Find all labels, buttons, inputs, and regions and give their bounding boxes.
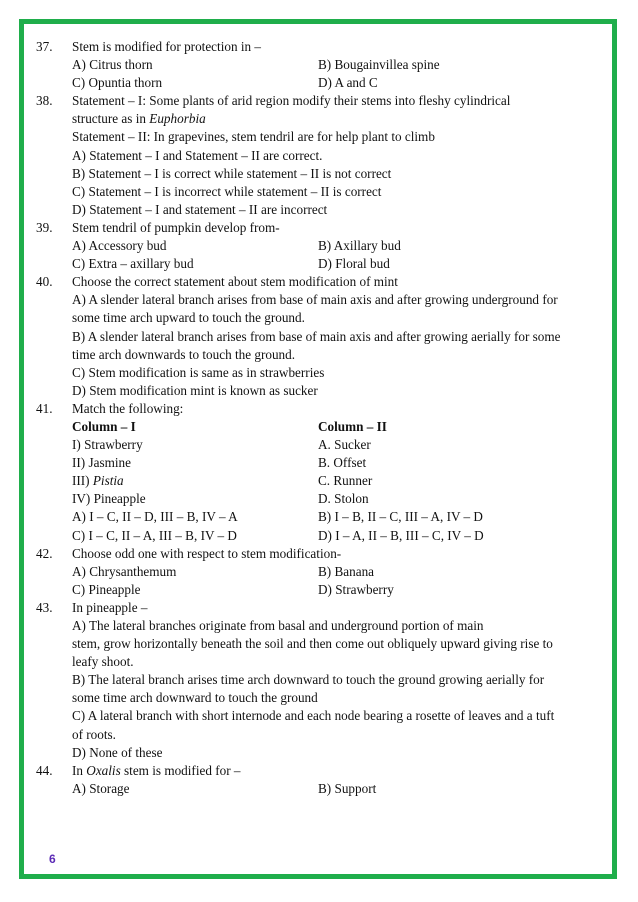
question-number: 39. bbox=[36, 219, 53, 235]
option-b: B) Support bbox=[318, 780, 377, 796]
statement-2: Statement – II: In grapevines, stem tendril are for help plant to climb bbox=[72, 129, 435, 145]
statement-1-line-1: Statement – I: Some plants of arid region modify their stems into fleshy cylindrical bbox=[72, 93, 511, 109]
option-row bbox=[36, 382, 616, 400]
option-a-line-3: leafy shoot. bbox=[72, 654, 134, 670]
option-b: B) Statement – I is correct while statement – II is not correct bbox=[72, 165, 392, 181]
option-c: C) Extra – axillary bud bbox=[72, 256, 194, 272]
match-row bbox=[36, 436, 616, 454]
option-row bbox=[36, 726, 616, 744]
option-a: A) Accessory bud bbox=[72, 238, 167, 254]
option-d: D) Floral bud bbox=[318, 256, 390, 272]
question-number: 37. bbox=[36, 39, 53, 54]
option-b: B) Bougainvillea spine bbox=[318, 57, 440, 73]
option-row bbox=[36, 74, 616, 92]
option-row bbox=[36, 581, 616, 599]
question-43 bbox=[36, 599, 616, 617]
option-row bbox=[36, 744, 616, 762]
option-row bbox=[36, 237, 616, 255]
question-text: Choose odd one with respect to stem modification- bbox=[72, 545, 342, 561]
option-b-line-1: B) The lateral branch arises time arch downward to touch the ground growing aerially for bbox=[72, 672, 545, 688]
match-row bbox=[36, 490, 616, 508]
option-a-line-2: some time arch upward to touch the ground. bbox=[72, 310, 305, 326]
question-text: Choose the correct statement about stem modification of mint bbox=[72, 274, 398, 290]
column-2-item: D. Stolon bbox=[318, 491, 369, 507]
option-c: C) Opuntia thorn bbox=[72, 75, 163, 91]
question-37 bbox=[36, 38, 616, 56]
text-line bbox=[36, 128, 616, 146]
option-a: A) Citrus thorn bbox=[72, 57, 153, 73]
match-row bbox=[36, 472, 616, 490]
option-row bbox=[36, 780, 616, 798]
option-row bbox=[36, 201, 616, 219]
option-a: A) Statement – I and Statement – II are correct. bbox=[72, 147, 323, 163]
option-row bbox=[36, 328, 616, 346]
column-1-item: II) Jasmine bbox=[72, 455, 131, 471]
option-row bbox=[36, 671, 616, 689]
italic-term: Euphorbia bbox=[149, 111, 206, 127]
option-a: A) I – C, II – D, III – B, IV – A bbox=[72, 509, 238, 525]
question-number: 43. bbox=[36, 599, 53, 615]
option-row bbox=[36, 653, 616, 671]
option-a: A) Storage bbox=[72, 780, 130, 796]
question-text: In pineapple – bbox=[72, 599, 148, 615]
option-row bbox=[36, 165, 616, 183]
question-number: 40. bbox=[36, 274, 53, 290]
question-text: Stem tendril of pumpkin develop from- bbox=[72, 219, 280, 235]
question-text: Match the following: bbox=[72, 400, 184, 416]
text-line bbox=[36, 110, 616, 128]
option-row bbox=[36, 617, 616, 635]
italic-term: Pistia bbox=[92, 473, 124, 489]
question-42 bbox=[36, 545, 616, 563]
option-b-line-2: some time arch downward to touch the ground bbox=[72, 690, 318, 706]
option-b-line-1: B) A slender lateral branch arises from base of main axis and after growing aerially for some bbox=[72, 328, 561, 344]
option-row bbox=[36, 183, 616, 201]
option-d: D) Stem modification mint is known as sucker bbox=[72, 382, 318, 398]
column-1-item: III) Pistia bbox=[72, 473, 124, 489]
column-2-item: A. Sucker bbox=[318, 437, 371, 453]
column-1-header: Column – I bbox=[72, 418, 136, 434]
question-number: 44. bbox=[36, 762, 53, 778]
option-a-line-1: A) The lateral branches originate from basal and underground portion of main bbox=[72, 618, 484, 633]
option-d: D) Strawberry bbox=[318, 581, 394, 597]
question-text: In Oxalis stem is modified for – bbox=[72, 762, 241, 778]
option-c-line-1: C) A lateral branch with short internode and each node bearing a rosette of leaves and a tuft bbox=[72, 708, 555, 724]
italic-term: Oxalis bbox=[86, 762, 121, 778]
option-row bbox=[36, 364, 616, 382]
option-row bbox=[36, 346, 616, 364]
option-c: C) I – C, II – A, III – B, IV – D bbox=[72, 527, 237, 543]
column-2-item: B. Offset bbox=[318, 455, 367, 471]
option-a-line-2: stem, grow horizontally beneath the soil and then come out obliquely upward giving rise to bbox=[72, 636, 553, 652]
page-number: 6 bbox=[49, 852, 56, 866]
option-row bbox=[36, 635, 616, 653]
option-row bbox=[36, 255, 616, 273]
match-header-row bbox=[36, 418, 616, 436]
question-41 bbox=[36, 400, 616, 418]
question-39 bbox=[36, 219, 616, 237]
question-number: 38. bbox=[36, 93, 53, 109]
option-c: C) Stem modification is same as in strawberries bbox=[72, 364, 325, 380]
question-40 bbox=[36, 273, 616, 291]
option-row bbox=[36, 309, 616, 327]
option-b: B) Axillary bud bbox=[318, 238, 401, 254]
option-row bbox=[36, 508, 616, 526]
option-a-line-1: A) A slender lateral branch arises from base of main axis and after growing underground for bbox=[72, 292, 558, 308]
option-b: B) I – B, II – C, III – A, IV – D bbox=[318, 509, 483, 525]
option-d: D) Statement – I and statement – II are incorrect bbox=[72, 201, 328, 217]
option-row bbox=[36, 56, 616, 74]
column-1-item: I) Strawberry bbox=[72, 437, 143, 453]
column-1-item: IV) Pineapple bbox=[72, 491, 146, 507]
option-b: B) Banana bbox=[318, 563, 375, 579]
question-list bbox=[36, 38, 616, 798]
option-a: A) Chrysanthemum bbox=[72, 563, 177, 579]
option-d: D) I – A, II – B, III – C, IV – D bbox=[318, 527, 484, 543]
statement-1-line-2: structure as in Euphorbia bbox=[72, 111, 206, 127]
option-c-line-2: of roots. bbox=[72, 726, 116, 742]
option-d: D) A and C bbox=[318, 75, 378, 91]
option-c: C) Pineapple bbox=[72, 581, 141, 597]
column-2-item: C. Runner bbox=[318, 473, 373, 489]
option-row bbox=[36, 147, 616, 165]
option-row bbox=[36, 527, 616, 545]
question-44 bbox=[36, 762, 616, 780]
option-row bbox=[36, 563, 616, 581]
question-text: Stem is modified for protection in – bbox=[72, 39, 261, 54]
option-d: D) None of these bbox=[72, 744, 163, 760]
option-c: C) Statement – I is incorrect while statement – II is correct bbox=[72, 183, 382, 199]
question-38 bbox=[36, 92, 616, 110]
question-number: 41. bbox=[36, 400, 53, 416]
option-row bbox=[36, 707, 616, 725]
option-row bbox=[36, 689, 616, 707]
column-2-header: Column – II bbox=[318, 418, 387, 434]
question-number: 42. bbox=[36, 545, 53, 561]
option-b-line-2: time arch downwards to touch the ground. bbox=[72, 346, 296, 362]
match-row bbox=[36, 454, 616, 472]
option-row bbox=[36, 291, 616, 309]
